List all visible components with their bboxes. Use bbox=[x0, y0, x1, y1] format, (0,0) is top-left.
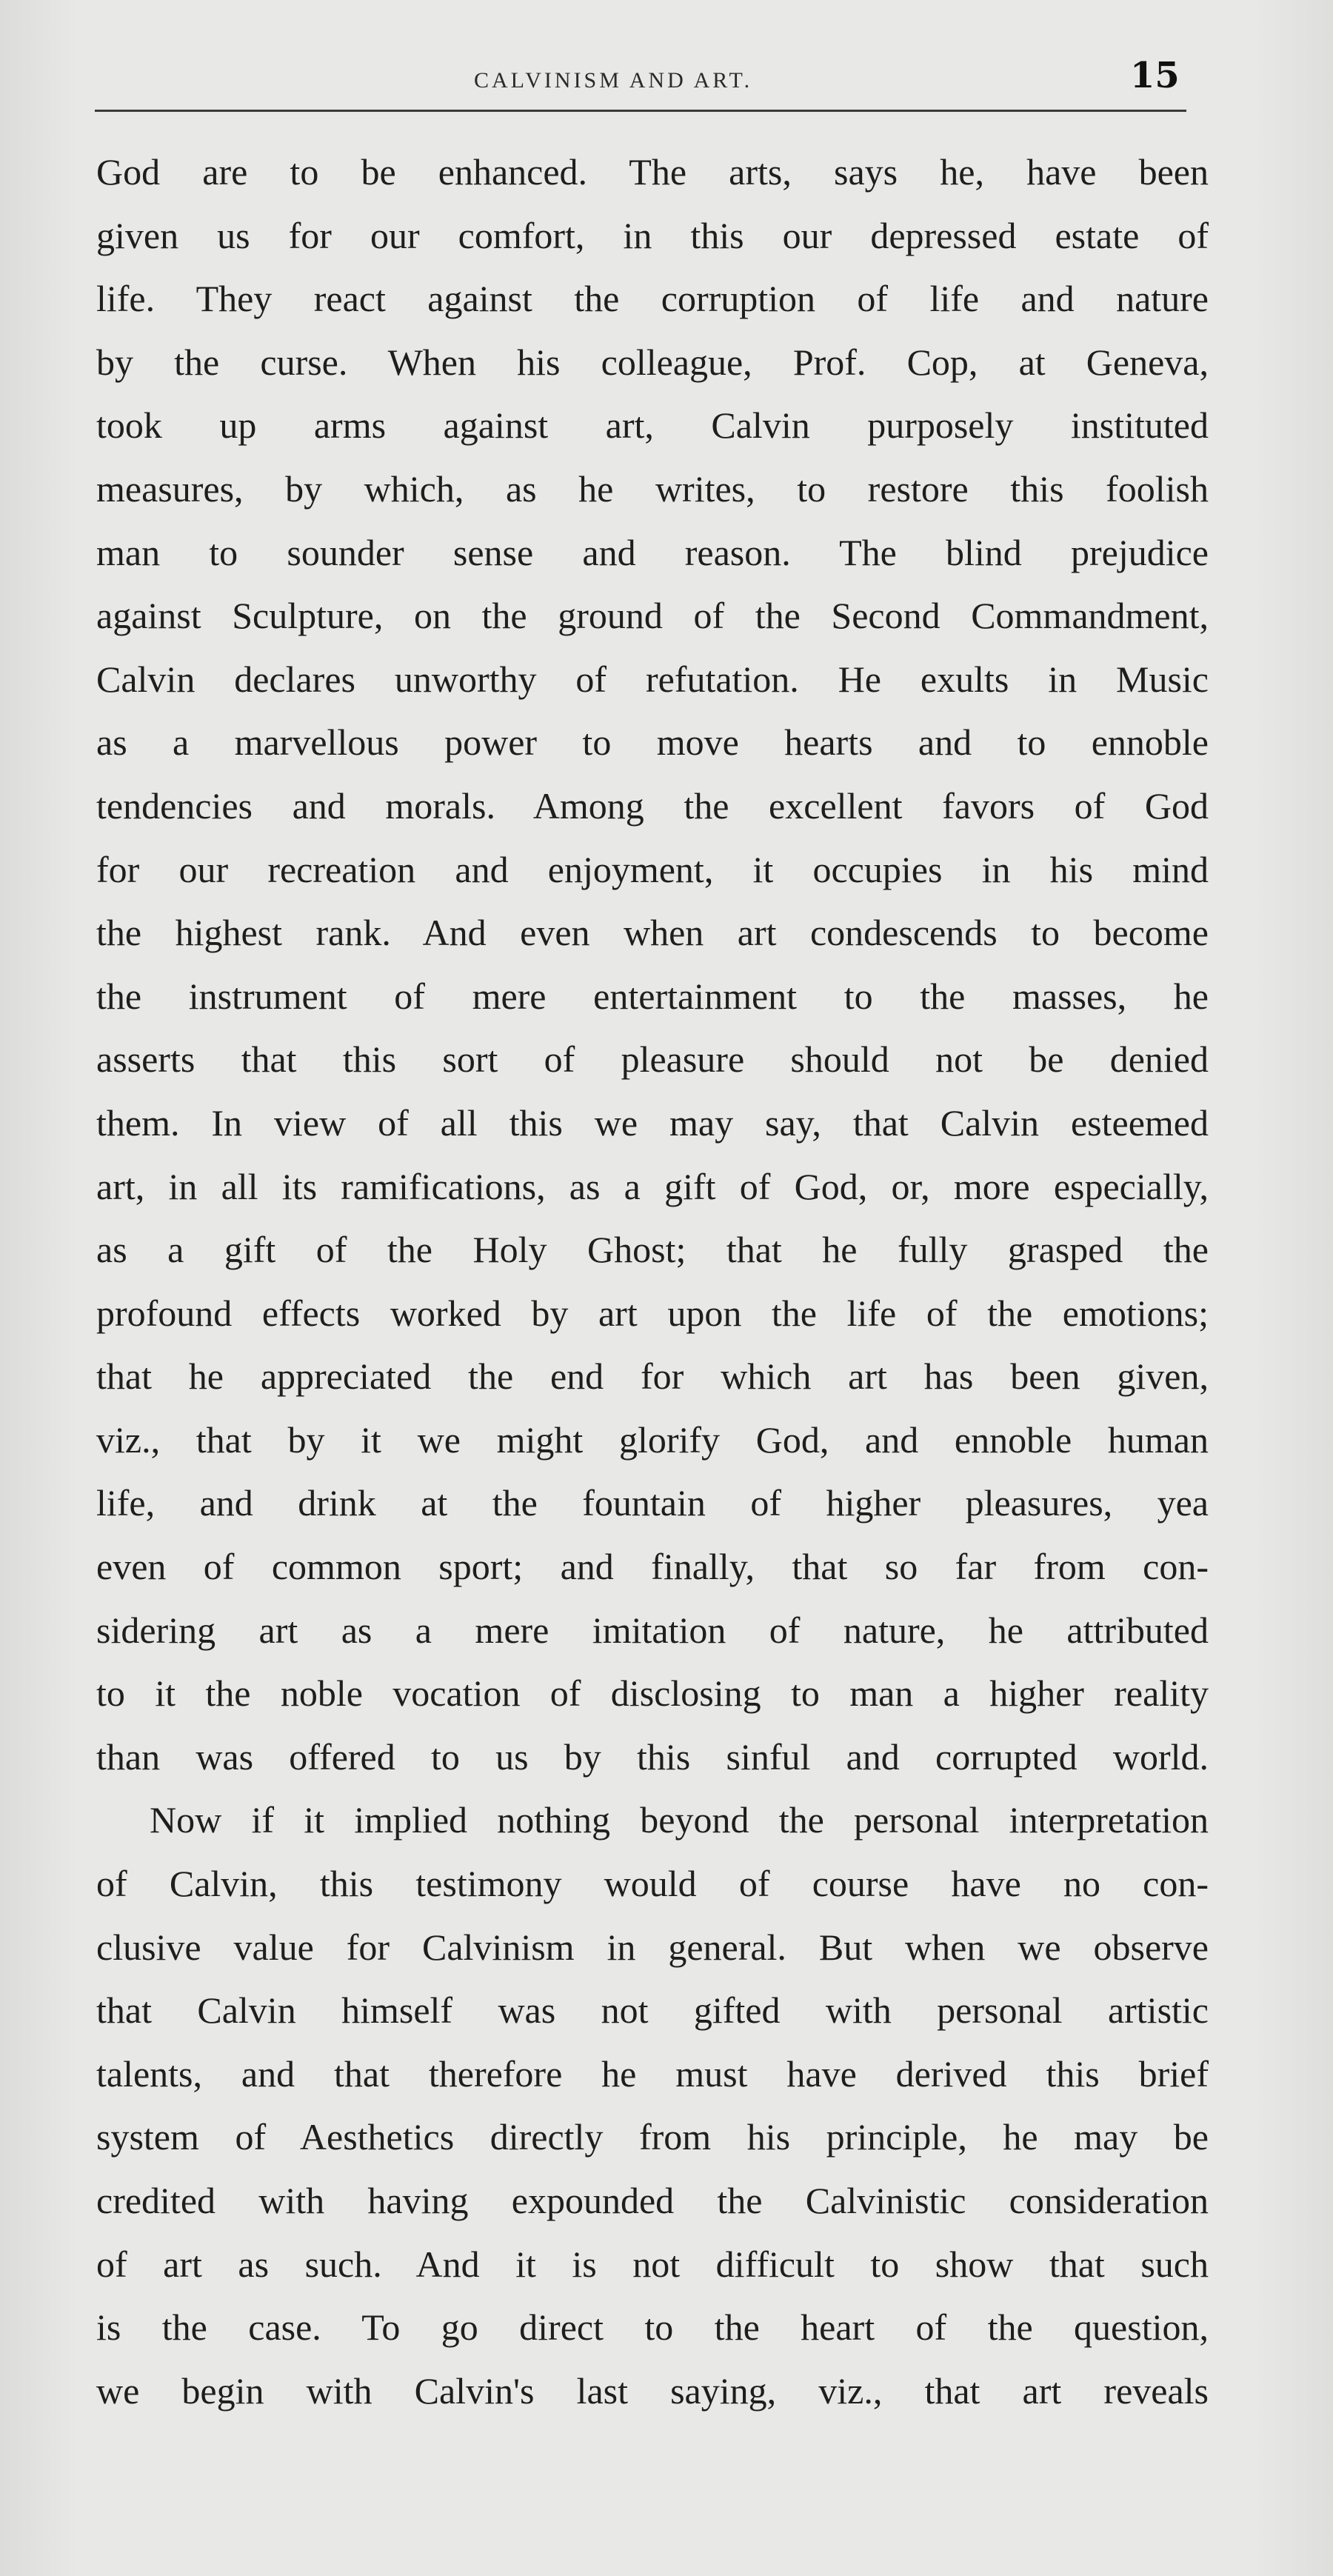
text-line: we begin with Calvin's last saying, viz., that art reveals bbox=[96, 2369, 1209, 2412]
text-line: life, and drink at the fountain of higher pleasures, yea bbox=[96, 1482, 1209, 1524]
text-line: them. In view of all this we may say, that Calvin esteemed bbox=[96, 1101, 1209, 1144]
text-line: that he appreciated the end for which art has been given, bbox=[96, 1355, 1209, 1398]
text-line: than was offered to us by this sinful and corrupted world. bbox=[96, 1735, 1209, 1778]
text-line: measures, by which, as he writes, to restore this foolish bbox=[96, 467, 1209, 510]
text-line: that Calvin himself was not gifted with personal artistic bbox=[96, 1989, 1209, 2032]
text-line: for our recreation and enjoyment, it occupies in his mind bbox=[96, 848, 1209, 890]
text-line: to it the noble vocation of disclosing to man a higher reality bbox=[96, 1672, 1209, 1715]
body-text bbox=[96, 141, 1209, 2423]
text-line: asserts that this sort of pleasure should not be denied bbox=[96, 1038, 1209, 1081]
text-line: sidering art as a mere imitation of nature, he attributed bbox=[96, 1609, 1209, 1651]
running-head bbox=[0, 55, 1333, 111]
text-line: viz., that by it we might glorify God, and ennoble human bbox=[96, 1418, 1209, 1461]
running-title: CALVINISM AND ART. bbox=[474, 68, 753, 93]
text-line: the highest rank. And even when art condescends to become bbox=[96, 912, 1209, 954]
page-number: 15 bbox=[1130, 55, 1180, 96]
text-line: talents, and that therefore he must have derived this brief bbox=[96, 2052, 1209, 2095]
text-line: given us for our comfort, in this our depressed estate of bbox=[96, 214, 1209, 256]
text-line: credited with having expounded the Calvinistic consideration bbox=[96, 2180, 1209, 2221]
text-line: Calvin declares unworthy of refutation. He exults in Music bbox=[96, 658, 1209, 700]
text-line: art, in all its ramifications, as a gift of God, or, more especially, bbox=[96, 1165, 1209, 1207]
text-line: took up arms against art, Calvin purposely instituted bbox=[96, 404, 1209, 447]
text-line: tendencies and morals. Among the excellent favors of God bbox=[96, 784, 1209, 827]
text-line: as a marvellous power to move hearts and to ennoble bbox=[96, 721, 1209, 764]
text-line: clusive value for Calvinism in general. But when we observe bbox=[96, 1926, 1209, 1968]
header-rule bbox=[95, 110, 1186, 112]
text-line: of Calvin, this testimony would of course have no con- bbox=[96, 1863, 1209, 1905]
text-line: profound effects worked by art upon the life of the emotions; bbox=[96, 1292, 1209, 1334]
text-line: is the case. To go direct to the heart of the question, bbox=[96, 2306, 1209, 2349]
text-line: the instrument of mere entertainment to the masses, he bbox=[96, 975, 1209, 1017]
text-line: by the curse. When his colleague, Prof. Cop, at Geneva, bbox=[96, 341, 1209, 383]
text-line: of art as such. And it is not difficult to show that such bbox=[96, 2243, 1209, 2285]
text-line: life. They react against the corruption of life and nature bbox=[96, 278, 1209, 320]
text-line: Now if it implied nothing beyond the personal interpretation bbox=[150, 1799, 1209, 1841]
text-line: man to sounder sense and reason. The blind prejudice bbox=[96, 531, 1209, 573]
text-line: system of Aesthetics directly from his principle, he may be bbox=[96, 2116, 1209, 2158]
text-line: against Sculpture, on the ground of the Second Commandment, bbox=[96, 595, 1209, 637]
text-line: God are to be enhanced. The arts, says he, have been bbox=[96, 151, 1209, 193]
text-line: even of common sport; and finally, that so far from con- bbox=[96, 1546, 1209, 1588]
text-line: as a gift of the Holy Ghost; that he fully grasped the bbox=[96, 1229, 1209, 1271]
